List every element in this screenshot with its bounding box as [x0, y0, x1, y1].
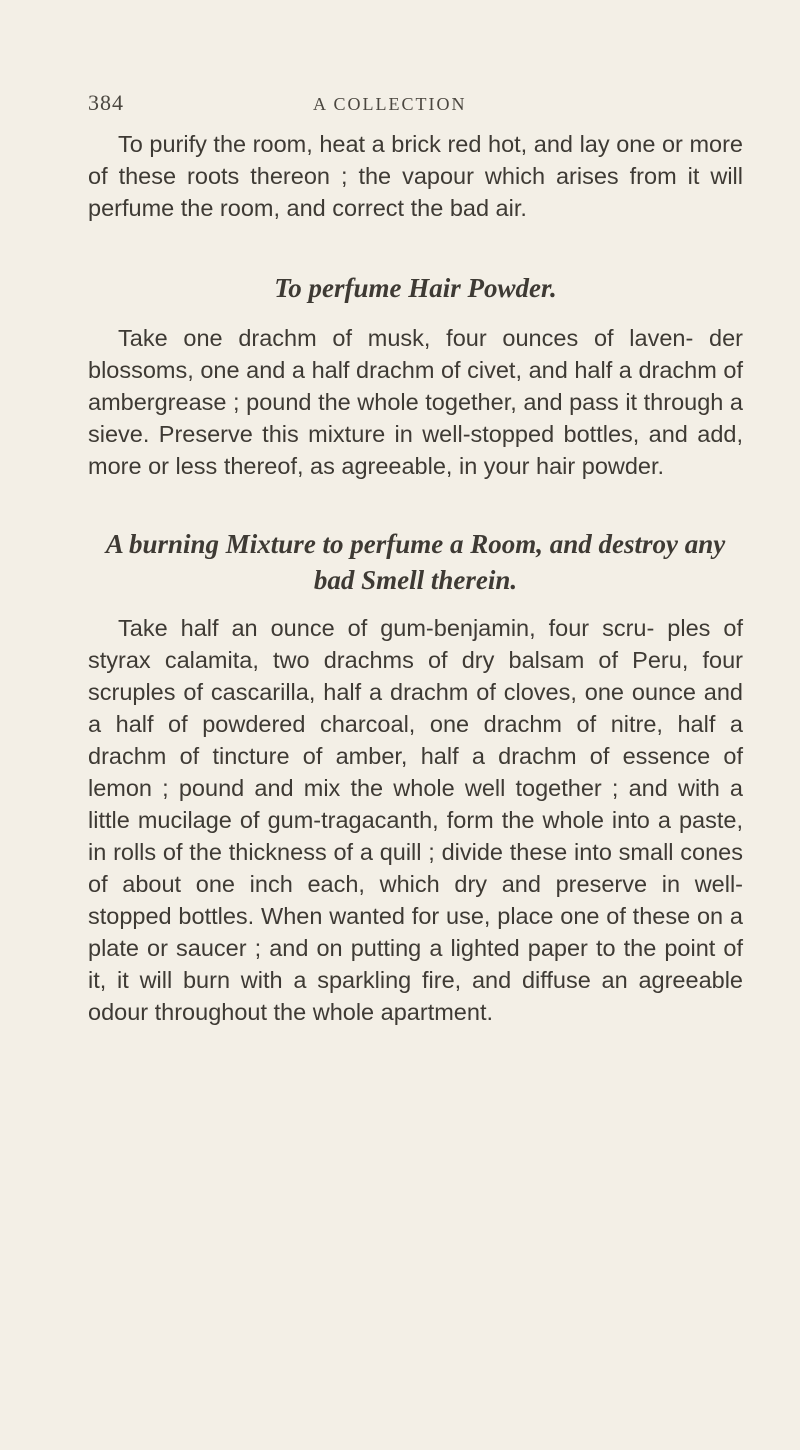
section-heading-burning-mixture: A burning Mixture to perfume a Room, and destroy any bad Smell therein. [105, 529, 726, 595]
page-number: 384 [88, 90, 124, 115]
intro-paragraph: To purify the room, heat a brick red hot, and lay one or more of these roots thereon ; the vapour which arises from it will perfume the room, and correct the bad air. [88, 131, 743, 221]
section-heading-hair-powder: To perfume Hair Powder. [274, 273, 557, 303]
section-body-hair-powder: Take one drachm of musk, four ounces of laven- der blossoms, one and a half drachm of civet, and half a drachm of ambergrease ; pound the whole together, and pass it through a sieve. Preserve this mixture in well-stopped bottles, and add, more or less thereof, as agreeable, in your hair powder. [88, 325, 743, 479]
running-title: A COLLECTION [313, 94, 467, 114]
section-body-burning-mixture: Take half an ounce of gum-benjamin, four scru- ples of styrax calamita, two drachms of dry balsam of Peru, four scruples of cascarilla, half a drachm of cloves, one ounce and a half of powdered charcoal, one drachm of nitre, half a drachm of tincture of amber, half a drachm of essence of lemon ; pound and mix the whole well together ; and with a little mucilage of gum-tragacanth, form the whole into a paste, in rolls of the thickness of a quill ; divide these into small cones of about one inch each, which dry and preserve in well-stopped bottles. When wanted for use, place one of these on a plate or saucer ; and on putting a lighted paper to the point of it, it will burn with a sparkling fire, and diffuse an agreeable odour throughout the whole apartment. [88, 615, 743, 1025]
running-head [88, 90, 708, 118]
